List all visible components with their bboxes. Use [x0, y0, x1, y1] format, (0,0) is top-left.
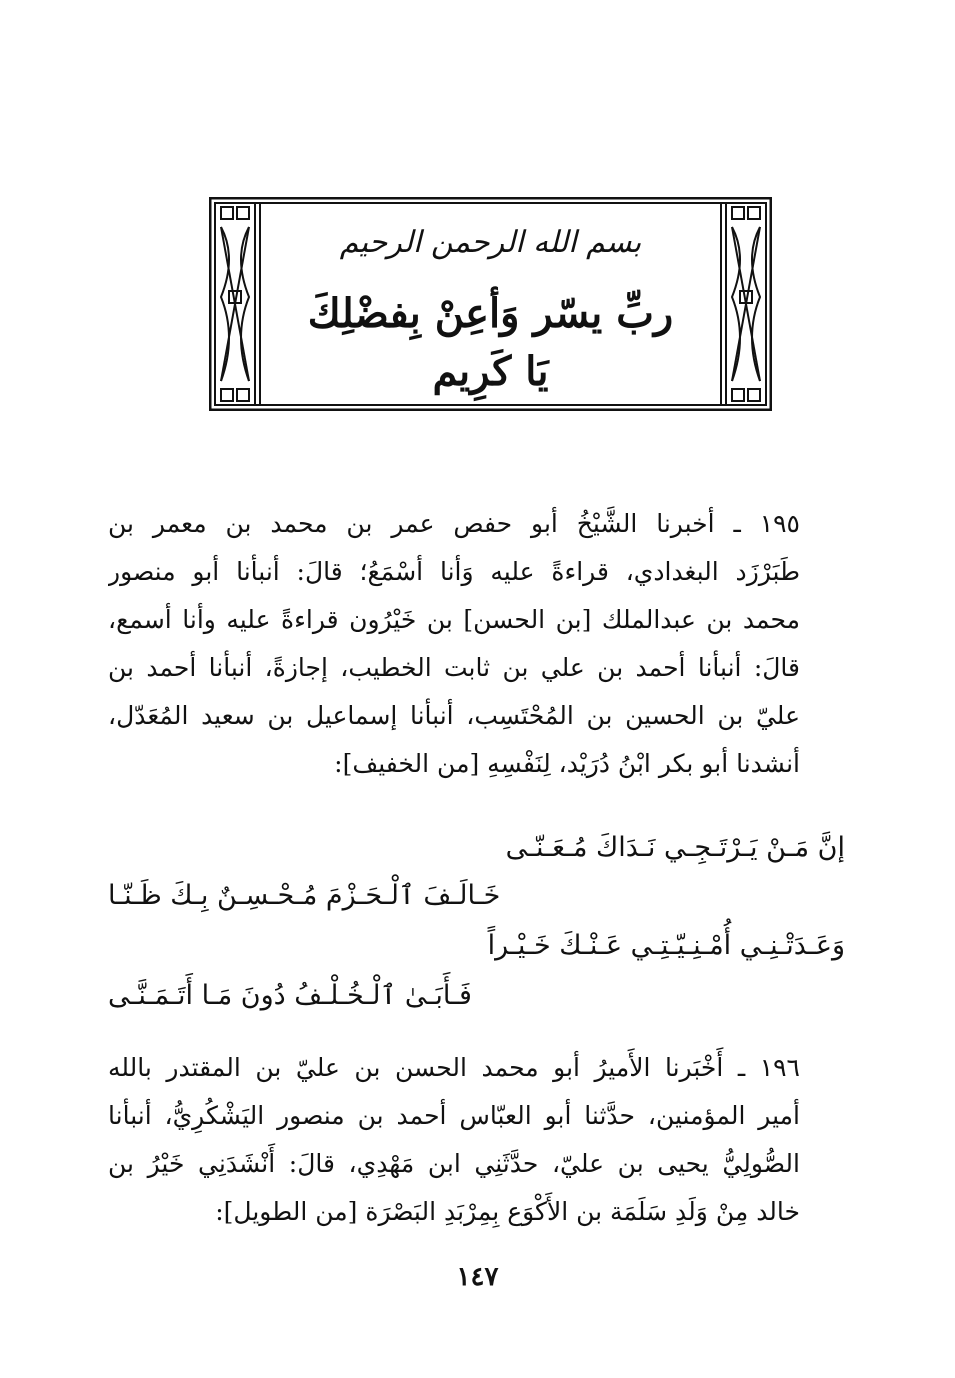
invocation-line-1: ربِّ يسّر وَأعِنْ بِفضْلِكَ — [307, 290, 674, 337]
text-line: قالَ: أنبأنا أحمد بن علي بن ثابت الخطيب، إجازةً، أنبأنا أحمد بن — [108, 653, 800, 682]
text-line: طَبَرْزَد البغدادي، قراءةً عليه وَأنا أسْمَعُ؛ قالَ: أنبأنا أبو منصور — [108, 557, 800, 586]
text-line: خالد مِنْ وَلَدِ سَلَمَة بن الأَكْوَع بِمِرْبَدِ البَصْرَة [من الطويل]: — [215, 1197, 800, 1226]
verse-1-second-hemistich: خَـالَـفَ ٱلْـحَـزْمَ مُـحْـسِـنٌ بِـكَ ظَـنّـا — [108, 880, 501, 911]
entry-196 — [108, 1044, 800, 1236]
text-line: ١٩٥ ـ أخبرنا الشَّيْخُ أبو حفص عمر بن محمد بن معمر بن — [108, 509, 800, 538]
header-frame — [209, 197, 772, 411]
text-line: الصُّولِيُّ يحيى بن عليّ، حدَّثَنِي ابن مَهْدِي، قالَ: أَنْشَدَنِي خَيْرُ بن — [108, 1149, 800, 1178]
text-line: أمير المؤمنين، حدَّثنا أبو العبّاس أحمد بن منصور اليَشْكُرِيُّ، أنبأنا — [108, 1101, 800, 1130]
text-line: ١٩٦ ـ أَخْبَرنا الأَميرُ أبو محمد الحسن بن عليّ بن المقتدر بالله — [108, 1053, 800, 1082]
page-number: ١٤٧ — [456, 1262, 499, 1292]
text-line: عليّ بن الحسين بن المُحْتَسِب، أنبأنا إسماعيل بن سعيد المُعَدّل، — [108, 701, 800, 730]
verse-2-first-hemistich: وَعَـدَتْـنِـي أُمْـنِـيّـتِـي عَـنْـكَ خَـيْـراً — [487, 930, 845, 961]
header-text — [269, 197, 712, 411]
verse-2-second-hemistich: فَـأَبَـىٰ ٱلْـخُـلْـفُ دُونَ مَـا أَتَـمَـنَّـى — [108, 980, 472, 1011]
invocation-line-2: يَا كَرِيم — [432, 348, 549, 395]
text-line: أنشدنا أبو بكر ابْنُ دُرَيْد، لِنَفْسِهِ [من الخفيف]: — [334, 749, 800, 778]
entry-195 — [108, 500, 800, 788]
text-line: محمد بن عبدالملك [بن الحسن] بن خَيْرُون قراءةً عليه وأنا أسمع، — [108, 605, 800, 634]
verse-1-first-hemistich: إنَّ مَـنْ يَـرْتَـجِـي نَـدَاكَ مُـعَـنّـى — [505, 832, 845, 863]
basmala: بسم الله الرحمن الرحيم — [339, 225, 642, 260]
